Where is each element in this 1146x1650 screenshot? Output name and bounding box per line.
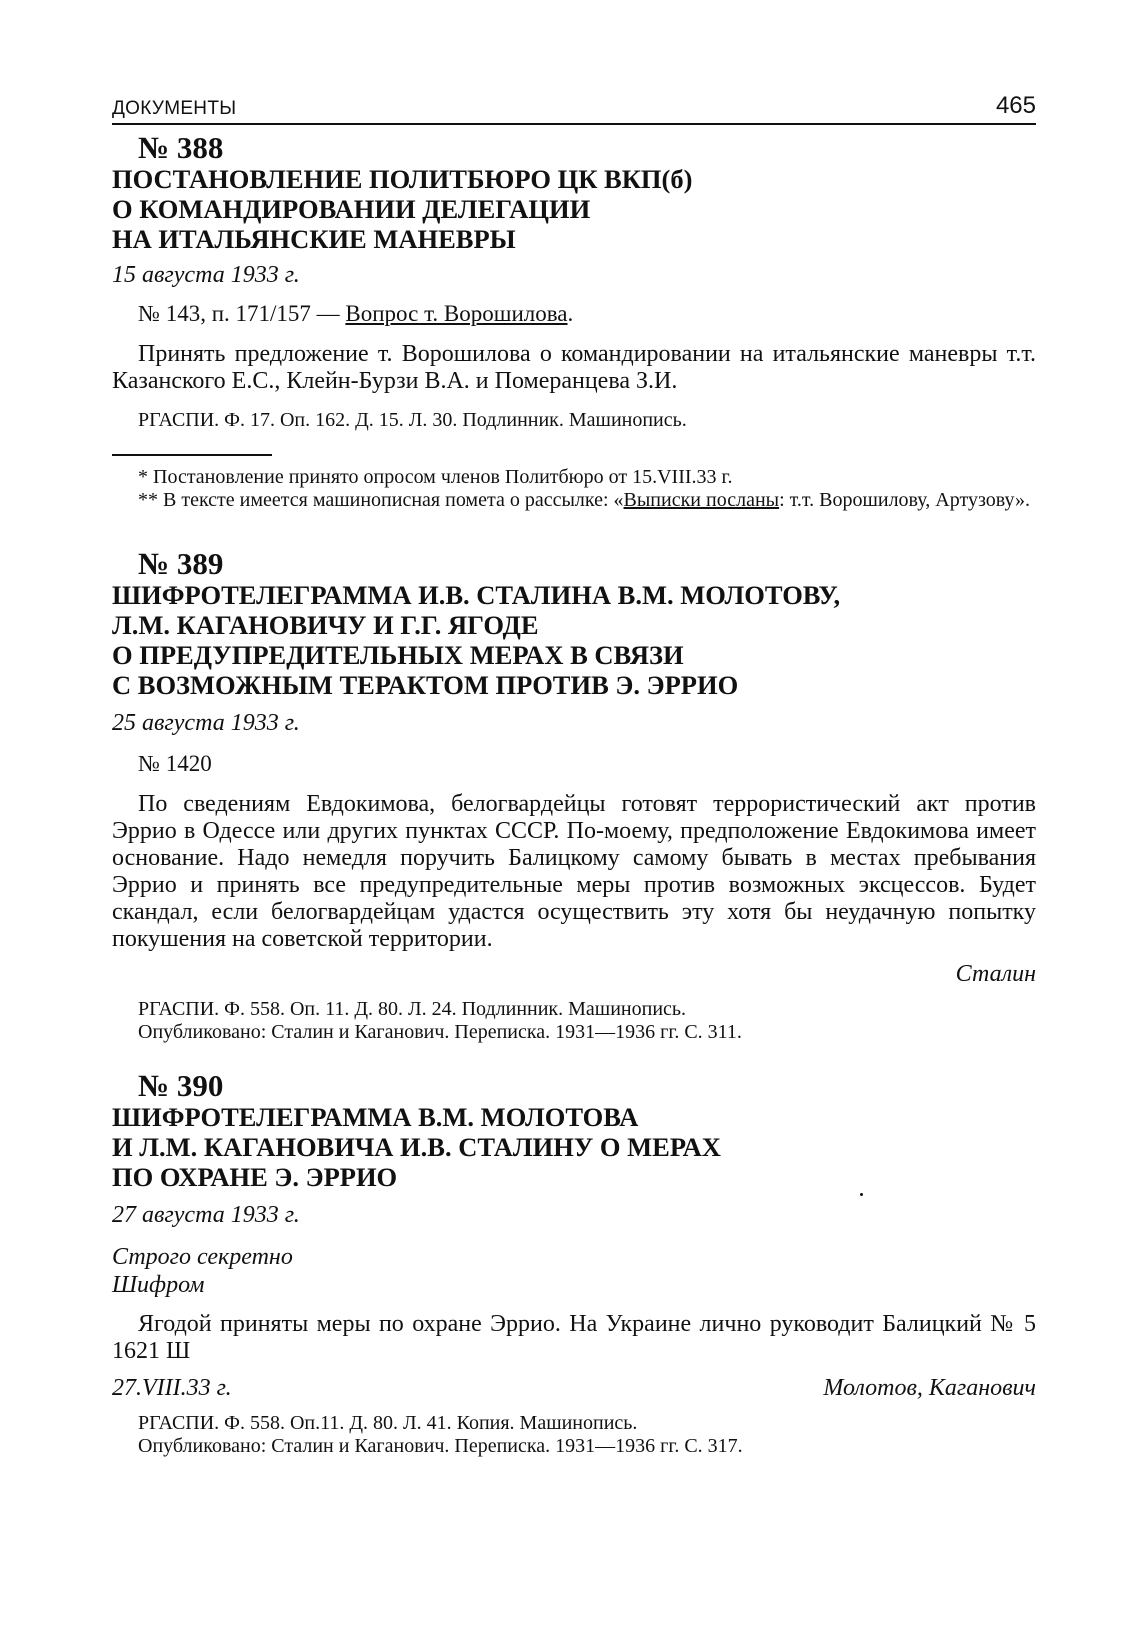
ref-subject: Вопрос т. Ворошилова: [345, 301, 568, 326]
telegram-text: По сведениям Евдокимова, белогвардейцы готовят террористический акт против Эррио в Одессе или других пунктах СССР. По-моему, предположение Евдокимова имеет основание. Надо немедля поручить Балицкому самому бывать в местах пребывания Эррио и принять все предупредительные меры против возможных эксцессов. Будет скандал, если белогвардейцам удастся осуществить эту хотя бы неудачную попытку покушения на советской территории.: [112, 791, 1036, 952]
document-number: № 390: [138, 1068, 224, 1103]
title-line: О КОМАНДИРОВАНИИ ДЕЛЕГАЦИИ: [112, 194, 591, 224]
telegram-text: Ягодой приняты меры по охране Эррио. На Украине лично руководит Балицкий № 5 1621 Ш: [112, 1311, 1036, 1364]
telegram-number: № 1420: [138, 751, 212, 776]
closing-date: 27.VIII.33 г.: [112, 1375, 232, 1401]
title-line: С ВОЗМОЖНЫМ ТЕРАКТОМ ПРОТИВ Э. ЭРРИО: [112, 670, 739, 700]
document-number: № 389: [138, 546, 224, 581]
source-line: Опубликовано: Сталин и Каганович. Переписка. 1931—1936 гг. С. 311.: [138, 1021, 742, 1043]
archive-source: [138, 1412, 1036, 1458]
running-header: [112, 92, 1036, 125]
ref-suffix: .: [567, 301, 574, 326]
source-line: РГАСПИ. Ф. 558. Оп. 11. Д. 80. Л. 24. Подлинник. Машинопись.: [138, 998, 687, 1020]
footnote: * Постановление принято опросом членов Политбюро от 15.VIII.33 г.: [138, 466, 733, 488]
protocol-reference: [112, 301, 1036, 327]
document-date: 27 августа 1933 г.: [112, 1202, 300, 1228]
source-line: Опубликовано: Сталин и Каганович. Переписка. 1931—1936 гг. С. 317.: [138, 1435, 743, 1457]
title-line: О ПРЕДУПРЕДИТЕЛЬНЫХ МЕРАХ В СВЯЗИ: [112, 640, 684, 670]
footnote-prefix: ** В тексте имеется машинописная помета о рассылке: «: [138, 489, 624, 511]
archive-source: РГАСПИ. Ф. 17. Оп. 162. Д. 15. Л. 30. Подлинник. Машинопись.: [138, 409, 687, 431]
resolution-text: Принять предложение т. Ворошилова о командировании на итальянские маневры т.т. Казанского Е.С., Клейн-Бурзи В.А. и Померанцева З.И.: [112, 341, 1036, 394]
print-speck: [860, 1193, 863, 1196]
document-title: [112, 580, 1036, 700]
document-388: [112, 132, 1036, 512]
title-line: И Л.М. КАГАНОВИЧА И.В. СТАЛИНУ О МЕРАХ: [112, 1132, 721, 1162]
signature: Молотов, Каганович: [823, 1375, 1036, 1401]
section-title: ДОКУМЕНТЫ: [112, 98, 237, 119]
page-content: [112, 132, 1036, 1458]
page-number: 465: [995, 92, 1036, 119]
document-date: 25 августа 1933 г.: [112, 710, 300, 736]
title-line: ШИФРОТЕЛЕГРАММА И.В. СТАЛИНА В.М. МОЛОТОВУ,: [112, 580, 841, 610]
footnote-suffix: : т.т. Ворошилову, Артузову».: [779, 489, 1031, 511]
title-line: НА ИТАЛЬЯНСКИЕ МАНЕВРЫ: [112, 224, 516, 254]
footnote-underlined: Выписки посланы: [623, 489, 780, 511]
document-390: [112, 1070, 1036, 1458]
title-line: ПО ОХРАНЕ Э. ЭРРИО: [112, 1162, 398, 1192]
footnote-divider: [112, 454, 272, 456]
document-number: № 388: [138, 130, 224, 165]
stamp-line: Шифром: [112, 1272, 205, 1298]
closing-line: [112, 1375, 1036, 1402]
title-line: Л.М. КАГАНОВИЧУ И Г.Г. ЯГОДЕ: [112, 610, 539, 640]
document-title: [112, 164, 1036, 254]
footnotes: [112, 466, 1036, 512]
document-title: [112, 1102, 1036, 1192]
document-389: [112, 548, 1036, 1044]
title-line: ШИФРОТЕЛЕГРАММА В.М. МОЛОТОВА: [112, 1102, 639, 1132]
source-line: РГАСПИ. Ф. 558. Оп.11. Д. 80. Л. 41. Копия. Машинопись.: [138, 1412, 638, 1434]
classification-stamp: [112, 1243, 1036, 1299]
document-date: 15 августа 1933 г.: [112, 262, 300, 288]
ref-prefix: № 143, п. 171/157 —: [138, 301, 346, 326]
signature: Сталин: [955, 961, 1036, 987]
title-line: ПОСТАНОВЛЕНИЕ ПОЛИТБЮРО ЦК ВКП(б): [112, 164, 693, 194]
stamp-line: Строго секретно: [112, 1244, 293, 1270]
archive-source: [138, 998, 1036, 1044]
footnote: [112, 489, 1036, 512]
